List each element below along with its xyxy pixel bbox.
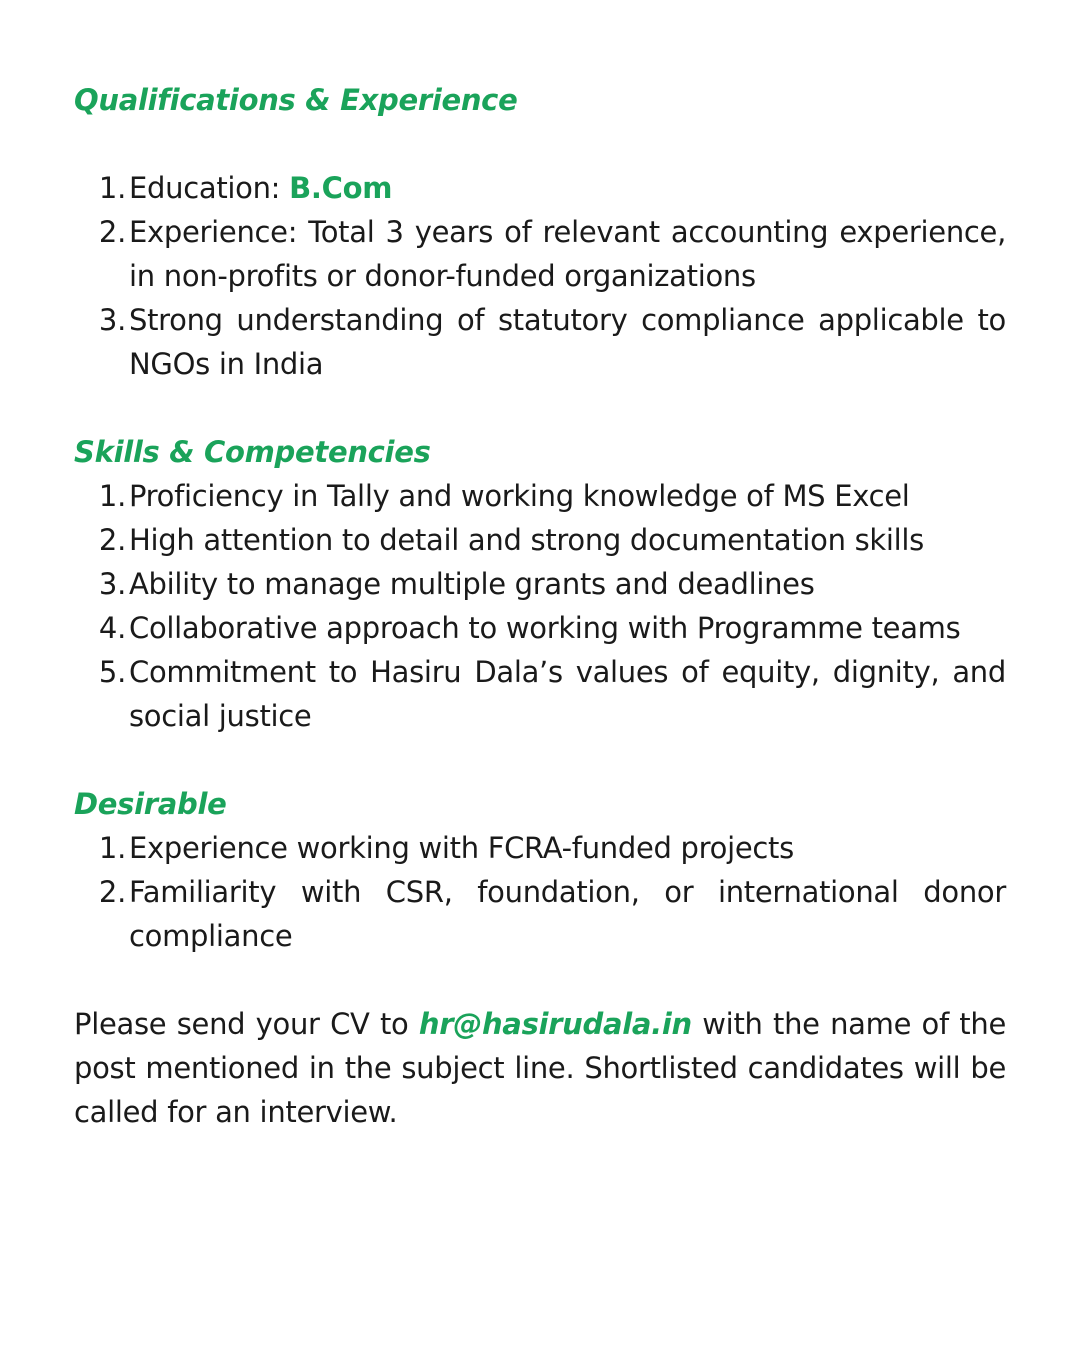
list-item-text: Ability to manage multiple grants and deadlines [129,567,815,601]
list-item [74,650,1006,738]
list-item [74,298,1006,386]
apply-email-link[interactable]: hr@hasirudala.in [418,1007,692,1041]
desirable-list [74,826,1006,958]
list-item [74,870,1006,958]
apply-text-before: Please send your CV to [74,1007,419,1041]
list-item-text: High attention to detail and strong documentation skills [129,523,924,557]
list-item [74,474,1006,518]
list-item-text: Collaborative approach to working with Programme teams [129,611,961,645]
education-label: Education: [129,171,290,205]
apply-text-after: with the name of the post mentioned in the subject line. Shortlisted candidates will be called for an interview. [74,1007,1007,1129]
document-page [74,78,1006,1134]
qualifications-heading: Qualifications & Experience [74,83,518,117]
apply-instructions [74,1002,1006,1134]
list-item [74,166,1006,210]
list-number: 2. [98,523,126,557]
list-number: 2. [98,875,126,909]
list-number: 2. [98,215,126,249]
list-number: 1. [98,831,126,865]
list-item-text: Experience working with FCRA-funded projects [129,831,794,865]
skills-list [74,474,1006,738]
list-item [74,606,1006,650]
list-item-text: Experience: Total 3 years of relevant accounting experience, in non-profits or donor-funded organizations [129,215,1006,293]
qualifications-list [74,166,1006,386]
skills-heading: Skills & Competencies [74,435,431,469]
list-number: 3. [98,303,126,337]
list-item [74,518,1006,562]
list-item [74,826,1006,870]
list-number: 3. [98,567,126,601]
education-degree: B.Com [289,171,393,205]
list-number: 4. [98,611,126,645]
list-item-text: Familiarity with CSR, foundation, or international donor compliance [129,875,1006,953]
desirable-heading: Desirable [74,787,227,821]
list-item-text: Commitment to Hasiru Dala’s values of equity, dignity, and social justice [129,655,1006,733]
list-item-text: Strong understanding of statutory compliance applicable to NGOs in India [129,303,1006,381]
list-number: 1. [98,479,126,513]
list-item [74,562,1006,606]
list-item [74,210,1006,298]
list-number: 1. [98,171,126,205]
list-item-text: Proficiency in Tally and working knowledge of MS Excel [129,479,910,513]
list-number: 5. [98,655,126,689]
